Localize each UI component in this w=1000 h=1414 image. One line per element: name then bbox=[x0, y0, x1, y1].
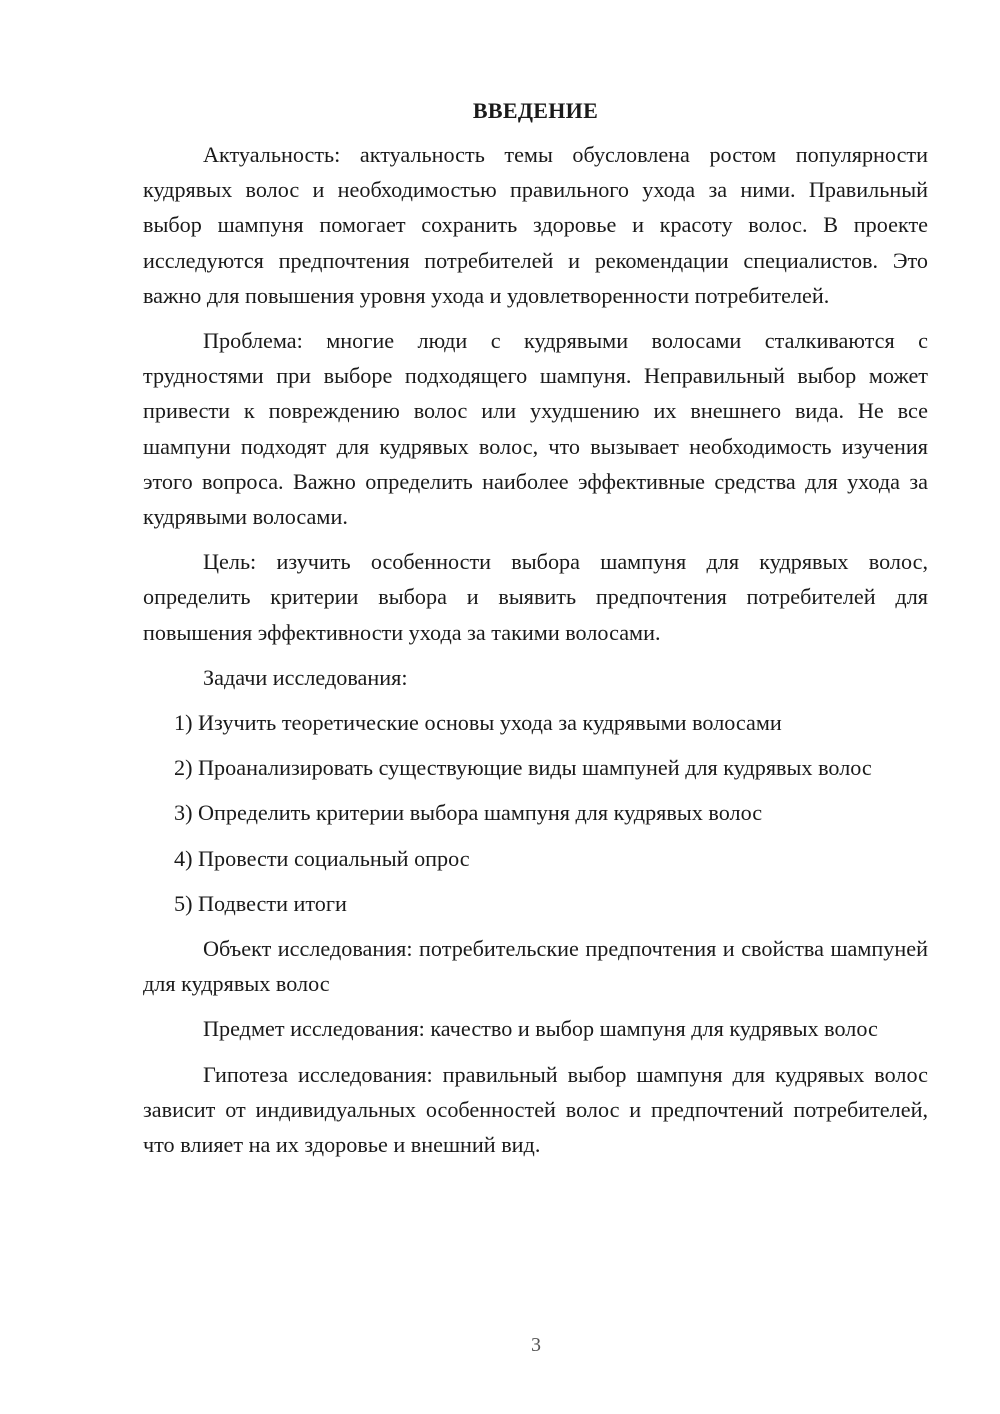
task-item-5: 5) Подвести итоги bbox=[174, 890, 347, 916]
section-title: ВВЕДЕНИЕ bbox=[472, 98, 599, 123]
page-number: 3 bbox=[531, 1334, 541, 1356]
tasks-heading: Задачи исследования: bbox=[203, 664, 408, 690]
task-item-3: 3) Определить критерии выбора шампуня для кудрявых волос bbox=[174, 800, 763, 826]
document-page bbox=[143, 93, 928, 1172]
paragraph-hypothesis: Гипотеза исследования: правильный выбор шампуня для кудрявых волос зависит от индивидуальных особенностей волос и предпочтений потребителей, что влияет на их здоровье и внешний вид. bbox=[143, 1061, 928, 1158]
paragraph-subject: Предмет исследования: качество и выбор шампуня для кудрявых волос bbox=[203, 1016, 878, 1042]
task-item-1: 1) Изучить теоретические основы ухода за кудрявыми волосами bbox=[174, 710, 782, 736]
paragraph-goal: Цель: изучить особенности выбора шампуня для кудрявых волос, определить критерии выбора и выявить предпочтения потребителей для повышения эффективности ухода за такими волосами. bbox=[143, 549, 928, 645]
paragraph-problem: Проблема: многие люди с кудрявыми волосами сталкиваются с трудностями при выборе подходящего шампуня. Неправильный выбор может привести к повреждению волос или ухудшению их внешнего вида. Не все шампуни подходят для кудрявых волос, что вызывает необходимость изучения этого вопроса. Важно определить наиболее эффективные средства для ухода за кудрявыми волосами. bbox=[143, 328, 928, 530]
paragraph-relevance: Актуальность: актуальность темы обусловлена ростом популярности кудрявых волос и необходимостью правильного ухода за ними. Правильный выбор шампуня помогает сохранить здоровье и красоту волос. В проекте исследуются предпочтения потребителей и рекомендации специалистов. Это важно для повышения уровня ухода и удовлетворенности потребителей. bbox=[143, 142, 928, 308]
task-item-2: 2) Проанализировать существующие виды шампуней для кудрявых волос bbox=[174, 755, 872, 781]
task-item-4: 4) Провести социальный опрос bbox=[174, 845, 470, 871]
paragraph-object: Объект исследования: потребительские предпочтения и свойства шампуней для кудрявых волос bbox=[143, 936, 928, 997]
